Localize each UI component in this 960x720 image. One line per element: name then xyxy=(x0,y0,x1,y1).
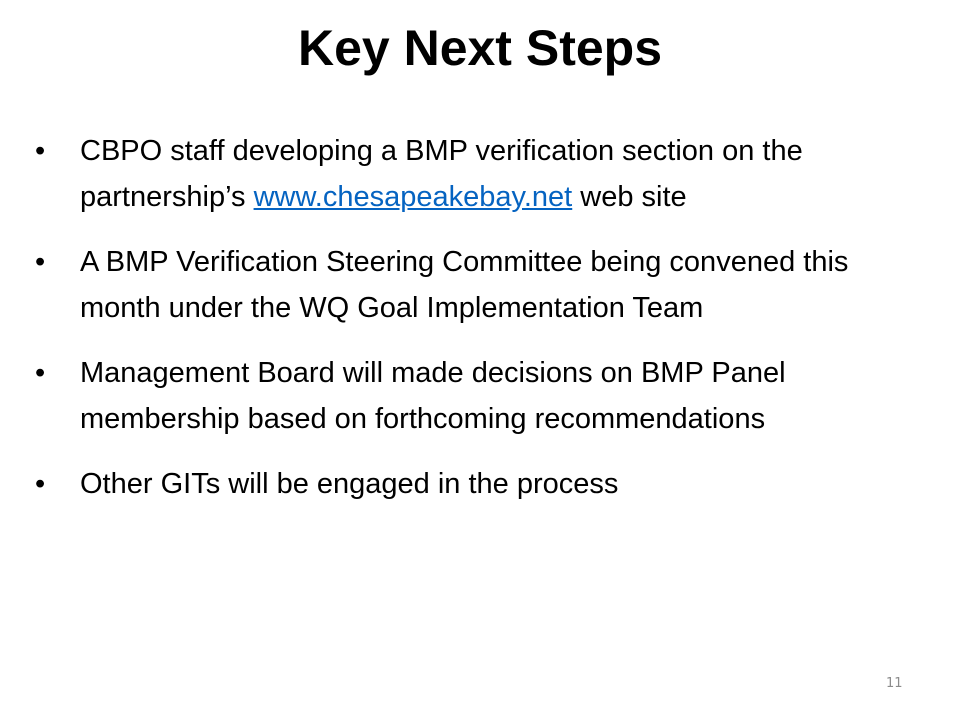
chesapeakebay-link[interactable]: www.chesapeakebay.net xyxy=(253,181,573,213)
bullet-icon: • xyxy=(35,246,46,278)
bullet-text: web site xyxy=(572,181,687,213)
bullet-list xyxy=(35,128,920,526)
bullet-item xyxy=(35,239,920,331)
bullet-text: CBPO staff developing a BMP verification section on the partnership’s xyxy=(80,135,803,213)
bullet-text: Management Board will made decisions on BMP Panel membership based on forthcoming recommendations xyxy=(80,357,786,435)
bullet-text: Other GITs will be engaged in the process xyxy=(80,468,619,500)
bullet-item xyxy=(35,350,920,442)
bullet-item xyxy=(35,128,920,220)
bullet-icon: • xyxy=(35,357,46,389)
slide-title: Key Next Steps xyxy=(297,20,663,76)
bullet-text: A BMP Verification Steering Committee being convened this month under the WQ Goal Implementation Team xyxy=(80,246,849,324)
bullet-icon: • xyxy=(35,135,46,167)
bullet-item xyxy=(35,461,920,507)
bullet-icon: • xyxy=(35,468,46,500)
page-number: 11 xyxy=(886,676,903,691)
